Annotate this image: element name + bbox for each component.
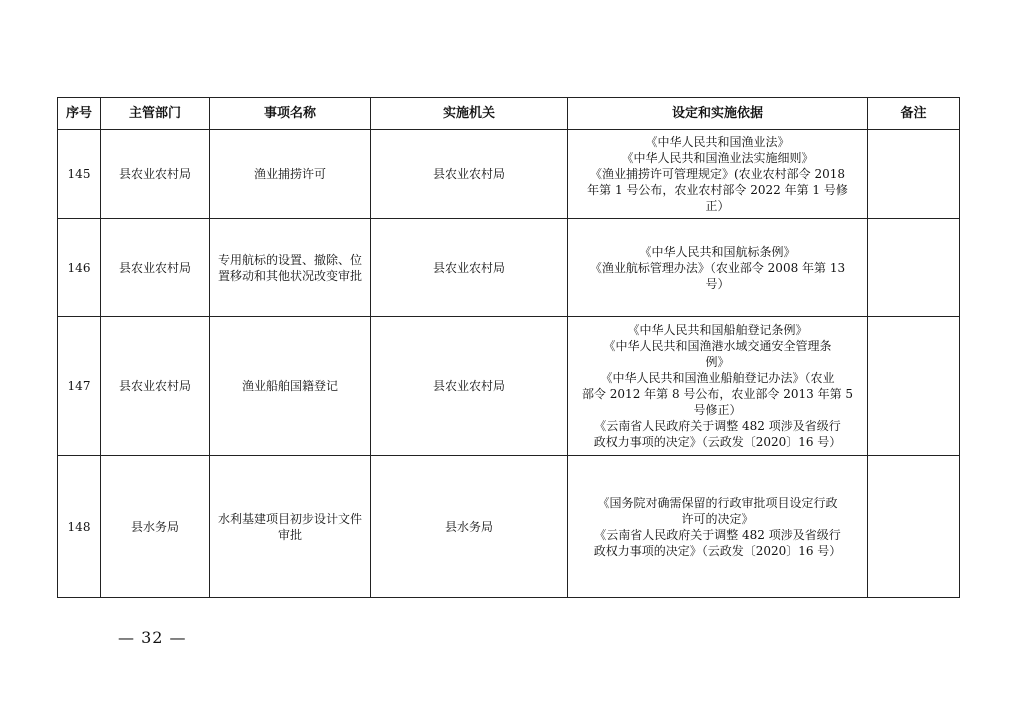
row-item-name: 水利基建项目初步设计文件审批	[210, 456, 371, 598]
basis-line: 《中华人民共和国船舶登记条例》	[627, 323, 808, 337]
row-department: 县农业农村局	[101, 317, 210, 456]
basis-line: 《中华人民共和国渔港水域交通安全管理条	[603, 339, 832, 353]
basis-line: 政权力事项的决定》（云政发〔2020〕16 号）	[593, 435, 842, 449]
basis-line: 《渔业捕捞许可管理规定》(农业农村部令 2018	[589, 167, 846, 181]
row-serial: 147	[58, 317, 101, 456]
row-basis	[568, 130, 868, 219]
header-basis: 设定和实施依据	[568, 98, 868, 130]
basis-line: 《渔业航标管理办法》（农业部令 2008 年第 13	[589, 260, 846, 275]
header-remark: 备注	[868, 98, 960, 130]
row-remark	[868, 130, 960, 219]
basis-line: 号修正）	[693, 403, 742, 417]
row-agency: 县农业农村局	[371, 130, 568, 219]
row-department: 县农业农村局	[101, 130, 210, 219]
header-agency: 实施机关	[371, 98, 568, 130]
approval-items-table	[57, 97, 960, 598]
row-basis	[568, 219, 868, 317]
basis-line: 年第 1 号公布，农业农村部令 2022 年第 1 号修	[587, 183, 848, 197]
row-remark	[868, 317, 960, 456]
page-number: — 32 —	[118, 628, 187, 647]
basis-line: 《中华人民共和国航标条例》	[639, 244, 796, 259]
basis-line: 《中华人民共和国渔业法实施细则》	[621, 151, 814, 165]
table-row	[58, 317, 960, 456]
basis-line: 号）	[705, 276, 730, 291]
header-department: 主管部门	[101, 98, 210, 130]
row-remark	[868, 456, 960, 598]
table-row	[58, 130, 960, 219]
table-row	[58, 456, 960, 598]
basis-line: 《中华人民共和国渔业船舶登记办法》（农业	[600, 371, 835, 385]
row-agency: 县水务局	[371, 456, 568, 598]
row-serial: 145	[58, 130, 101, 219]
row-department: 县农业农村局	[101, 219, 210, 317]
row-serial: 148	[58, 456, 101, 598]
basis-line: 正）	[705, 199, 730, 213]
basis-line: 例》	[705, 355, 730, 369]
header-item-name: 事项名称	[210, 98, 371, 130]
row-item-name: 渔业船舶国籍登记	[210, 317, 371, 456]
row-agency: 县农业农村局	[371, 317, 568, 456]
basis-line: 《云南省人民政府关于调整 482 项涉及省级行	[594, 419, 841, 433]
row-remark	[868, 219, 960, 317]
table-row	[58, 219, 960, 317]
row-basis	[568, 456, 868, 598]
row-agency: 县农业农村局	[371, 219, 568, 317]
row-item-name: 专用航标的设置、撤除、位置移动和其他状况改变审批	[210, 219, 371, 317]
row-department: 县水务局	[101, 456, 210, 598]
basis-line: 《国务院对确需保留的行政审批项目设定行政	[597, 495, 838, 510]
basis-line: 许可的决定》	[681, 511, 754, 526]
header-serial: 序号	[58, 98, 101, 130]
row-item-name: 渔业捕捞许可	[210, 130, 371, 219]
row-basis	[568, 317, 868, 456]
header-row	[58, 98, 960, 130]
basis-line: 《中华人民共和国渔业法》	[645, 135, 790, 149]
row-serial: 146	[58, 219, 101, 317]
basis-line: 政权力事项的决定》（云政发〔2020〕16 号）	[593, 543, 842, 558]
basis-line: 《云南省人民政府关于调整 482 项涉及省级行	[594, 527, 841, 542]
basis-line: 部令 2012 年第 8 号公布，农业部令 2013 年第 5	[581, 387, 854, 401]
